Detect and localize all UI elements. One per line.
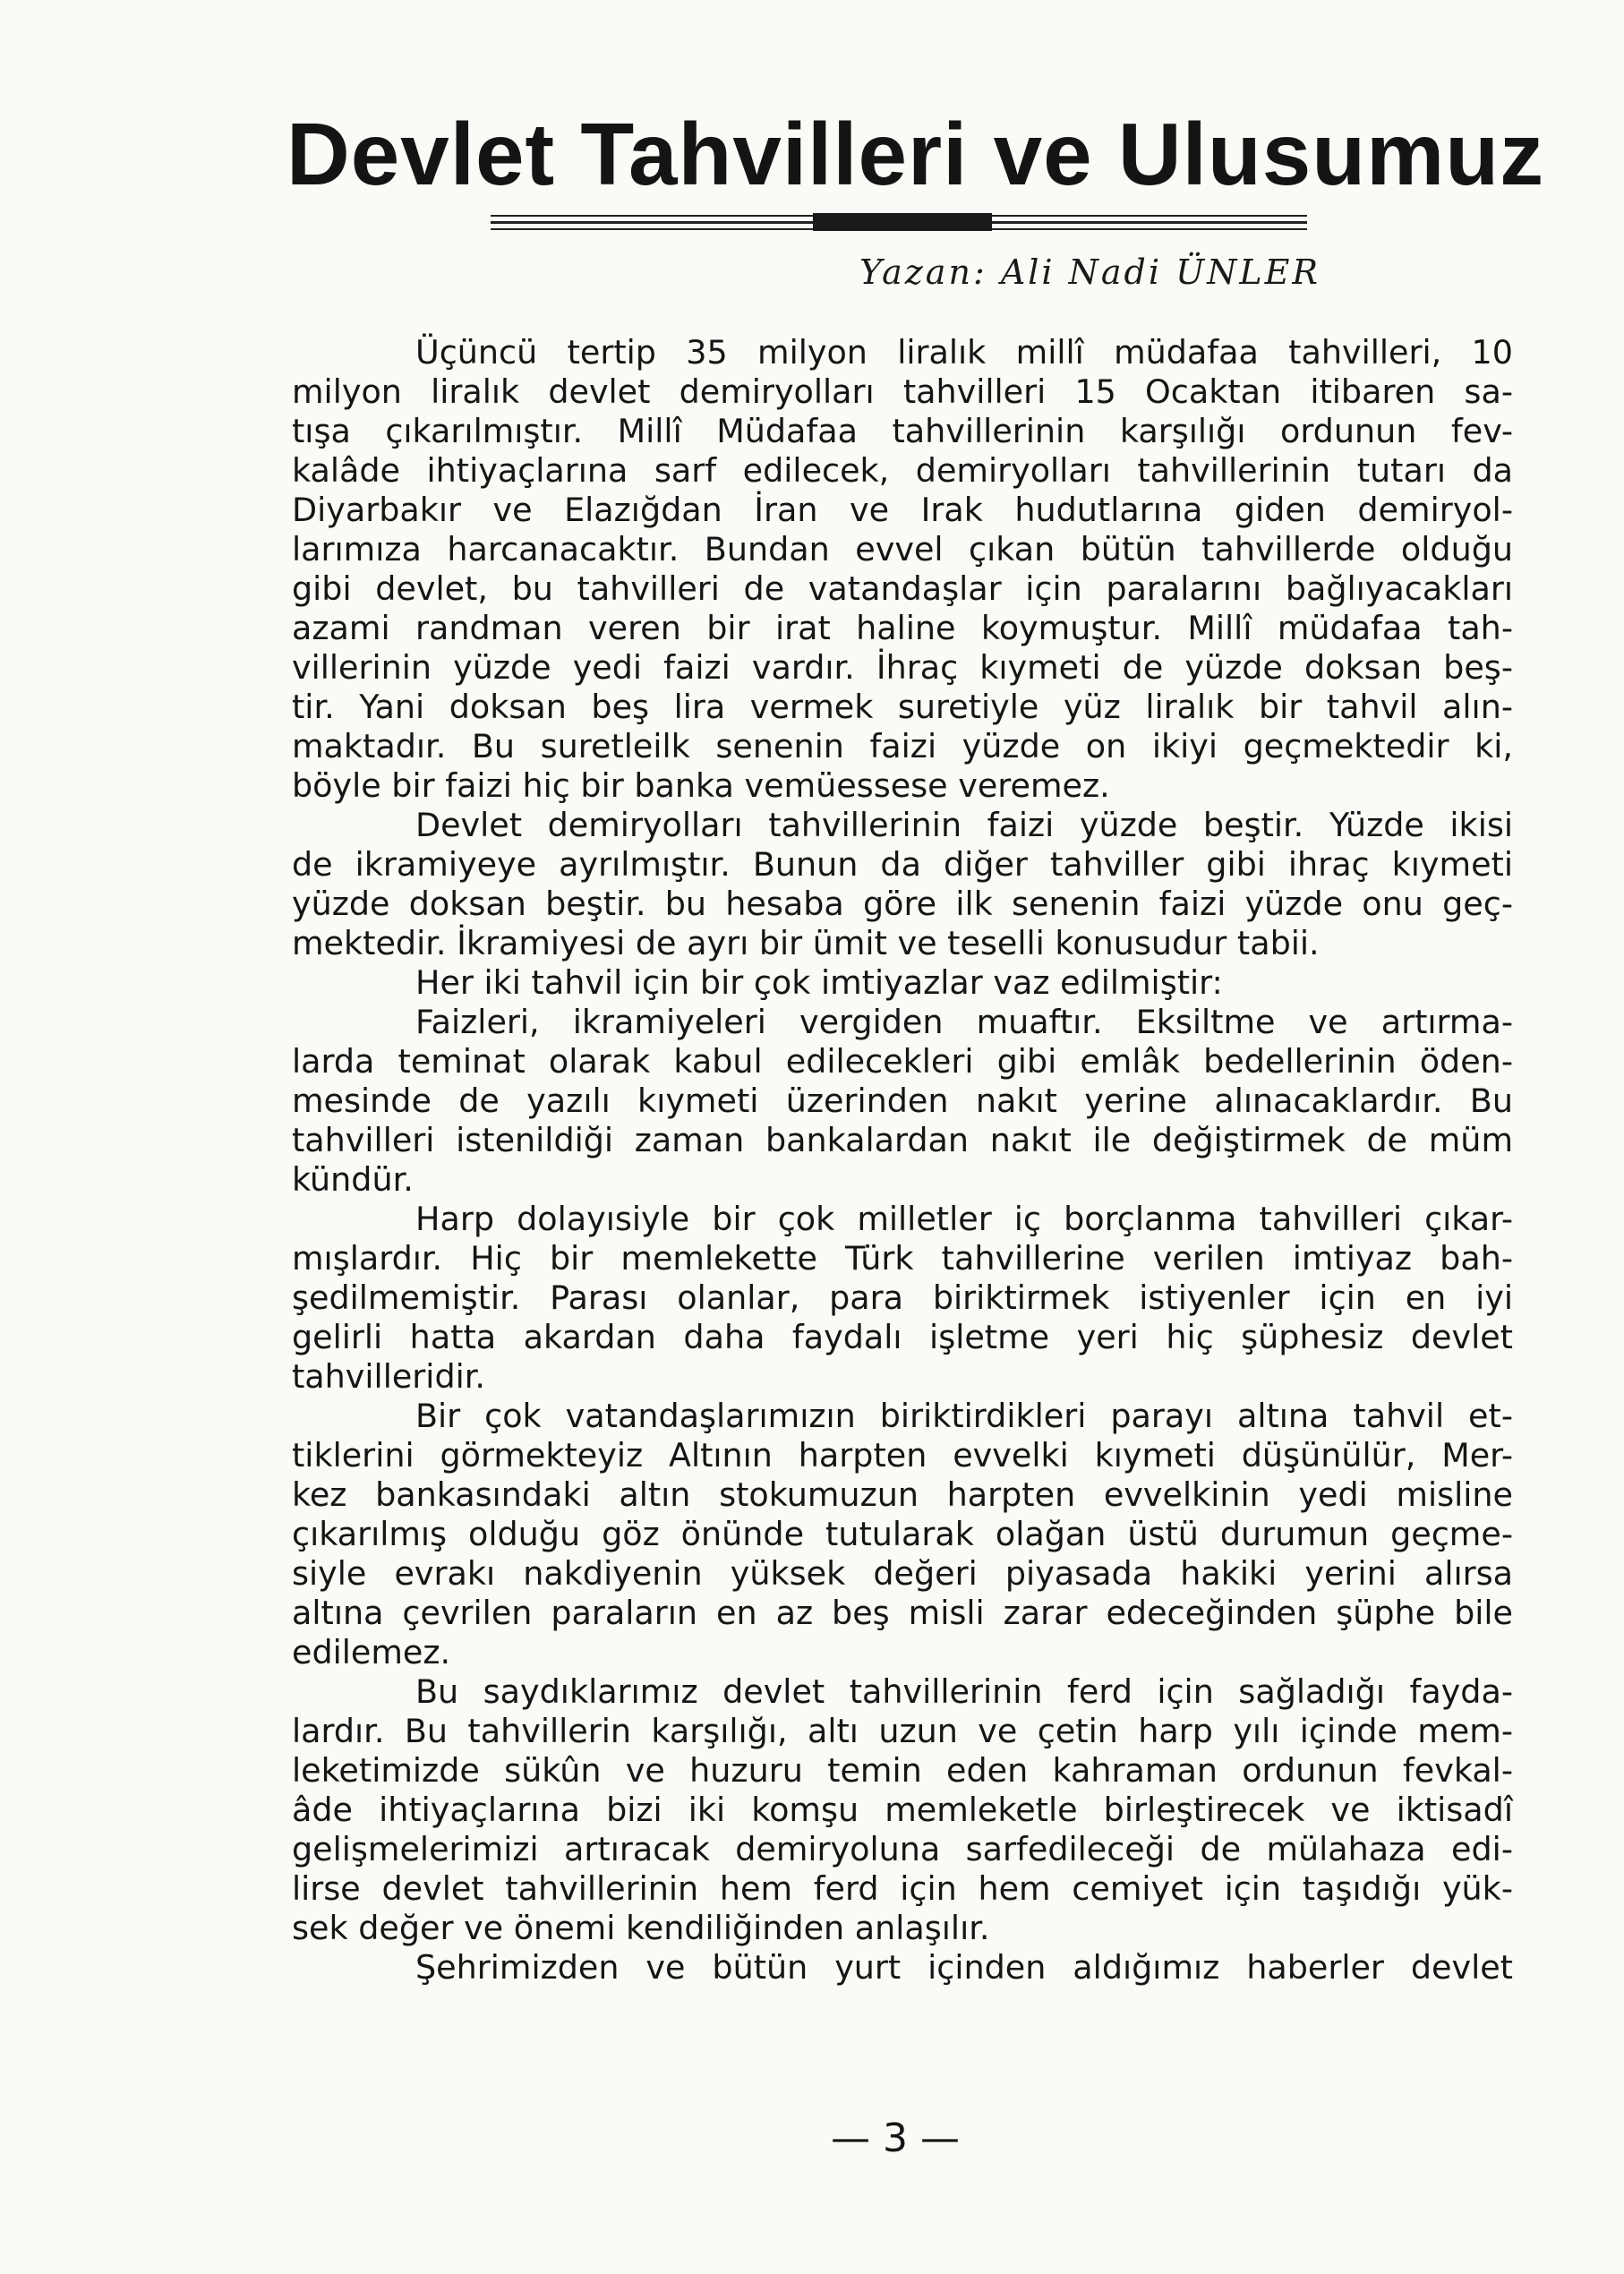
text-line: gelirli hatta akardan daha faydalı işletme yeri hiç şüphesiz devlet [292, 1318, 1513, 1356]
text-line: larda teminat olarak kabul edilecekleri gibi emlâk bedellerinin öden- [292, 1042, 1513, 1081]
text-line: tışa çıkarılmıştır. Millî Müdafaa tahvillerinin karşılığı ordunun fev- [292, 412, 1513, 450]
text-line: de ikramiyeye ayrılmıştır. Bunun da diğer tahviller gibi ihraç kıymeti [292, 845, 1513, 884]
text-line: milyon liralık devlet demiryolları tahvilleri 15 Ocaktan itibaren sa- [292, 372, 1513, 411]
text-line: tiklerini görmekteyiz Altının harpten evvelki kıymeti düşünülür, Mer- [292, 1436, 1513, 1475]
text-line: böyle bir faizi hiç bir banka vemüessese veremez. [292, 766, 1110, 805]
text-line: lirse devlet tahvillerinin hem ferd için hem cemiyet için taşıdığı yük- [292, 1869, 1513, 1908]
text-line: tahvilleri istenildiği zaman bankalardan nakıt ile değiştirmek de müm [292, 1121, 1513, 1159]
text-line: lardır. Bu tahvillerin karşılığı, altı uzun ve çetin harp yılı içinde mem- [292, 1712, 1513, 1750]
text-line: edilemez. [292, 1633, 451, 1671]
title-divider [491, 213, 1307, 231]
author-byline: Yazan: Ali Nadi ÜNLER [859, 252, 1321, 292]
text-line: gibi devlet, bu tahvilleri de vatandaşlar için paralarını bağlıyacakları [292, 569, 1513, 608]
text-line: Faizleri, ikramiyeleri vergiden muaftır. Eksiltme ve artırma- [415, 1003, 1513, 1041]
text-line: larımıza harcanacaktır. Bundan evvel çıkan bütün tahvillerde olduğu [292, 530, 1513, 568]
text-line: maktadır. Bu suretleilk senenin faizi yüzde on ikiyi geçmektedir ki, [292, 727, 1513, 765]
text-line: âde ihtiyaçlarına bizi iki komşu memleketle birleştirecek ve iktisadî [292, 1791, 1513, 1829]
text-line: gelişmelerimizi artıracak demiryoluna sarfedileceği de mülahaza edi- [292, 1830, 1513, 1868]
text-line: kalâde ihtiyaçlarına sarf edilecek, demiryolları tahvillerinin tutarı da [292, 451, 1513, 490]
text-line: mektedir. İkramiyesi de ayrı bir ümit ve teselli konusudur tabii. [292, 924, 1320, 962]
text-line: Bir çok vatandaşlarımızın biriktirdikleri parayı altına tahvil et- [415, 1397, 1513, 1435]
text-line: siyle evrakı nakdiyenin yüksek değeri piyasada hakiki yerini alırsa [292, 1554, 1513, 1593]
text-line: mesinde de yazılı kıymeti üzerinden nakıt yerine alınacaklardır. Bu [292, 1081, 1513, 1120]
text-line: Diyarbakır ve Elazığdan İran ve Irak hudutlarına giden demiryol- [292, 491, 1513, 529]
text-line: villerinin yüzde yedi faizi vardır. İhraç kıymeti de yüzde doksan beş- [292, 648, 1513, 687]
article-title: Devlet Tahvilleri ve Ulusumuz [286, 105, 1545, 203]
text-line: kez bankasındaki altın stokumuzun harpten evvelkinin yedi misline [292, 1475, 1513, 1514]
text-line: Üçüncü tertip 35 milyon liralık millî müdafaa tahvilleri, 10 [415, 333, 1513, 372]
page-number: — 3 — [831, 2116, 960, 2161]
text-line: Devlet demiryolları tahvillerinin faizi yüzde beştir. Yüzde ikisi [415, 806, 1513, 844]
text-line: sek değer ve önemi kendiliğinden anlaşılır. [292, 1909, 990, 1947]
text-line: leketimizde sükûn ve huzuru temin eden kahraman ordunun fevkal- [292, 1751, 1513, 1790]
text-line: kündür. [292, 1160, 414, 1199]
text-line: tir. Yani doksan beş lira vermek suretiyle yüz liralık bir tahvil alın- [292, 688, 1513, 726]
article-body [292, 333, 1513, 1988]
text-line: çıkarılmış olduğu göz önünde tutularak olağan üstü durumun geçme- [292, 1515, 1513, 1553]
text-line: Her iki tahvil için bir çok imtiyazlar vaz edilmiştir: [415, 963, 1223, 1002]
text-line: yüzde doksan beştir. bu hesaba göre ilk senenin faizi yüzde onu geç- [292, 885, 1513, 923]
text-line: azami randman veren bir irat haline koymuştur. Millî müdafaa tah- [292, 609, 1513, 647]
text-line: altına çevrilen paraların en az beş misli zarar edeceğinden şüphe bile [292, 1594, 1513, 1632]
text-line: mışlardır. Hiç bir memlekette Türk tahvillerine verilen imtiyaz bah- [292, 1239, 1513, 1278]
text-line: tahvilleridir. [292, 1357, 486, 1396]
text-line: şedilmemiştir. Parası olanlar, para biriktirmek istiyenler için en iyi [292, 1278, 1513, 1317]
text-line: Harp dolayısiyle bir çok milletler iç borçlanma tahvilleri çıkar- [415, 1200, 1513, 1238]
text-line: Bu saydıklarımız devlet tahvillerinin ferd için sağladığı fayda- [415, 1672, 1513, 1711]
text-line: Şehrimizden ve bütün yurt içinden aldığımız haberler devlet [415, 1948, 1513, 1987]
divider-center-bar [813, 213, 992, 231]
